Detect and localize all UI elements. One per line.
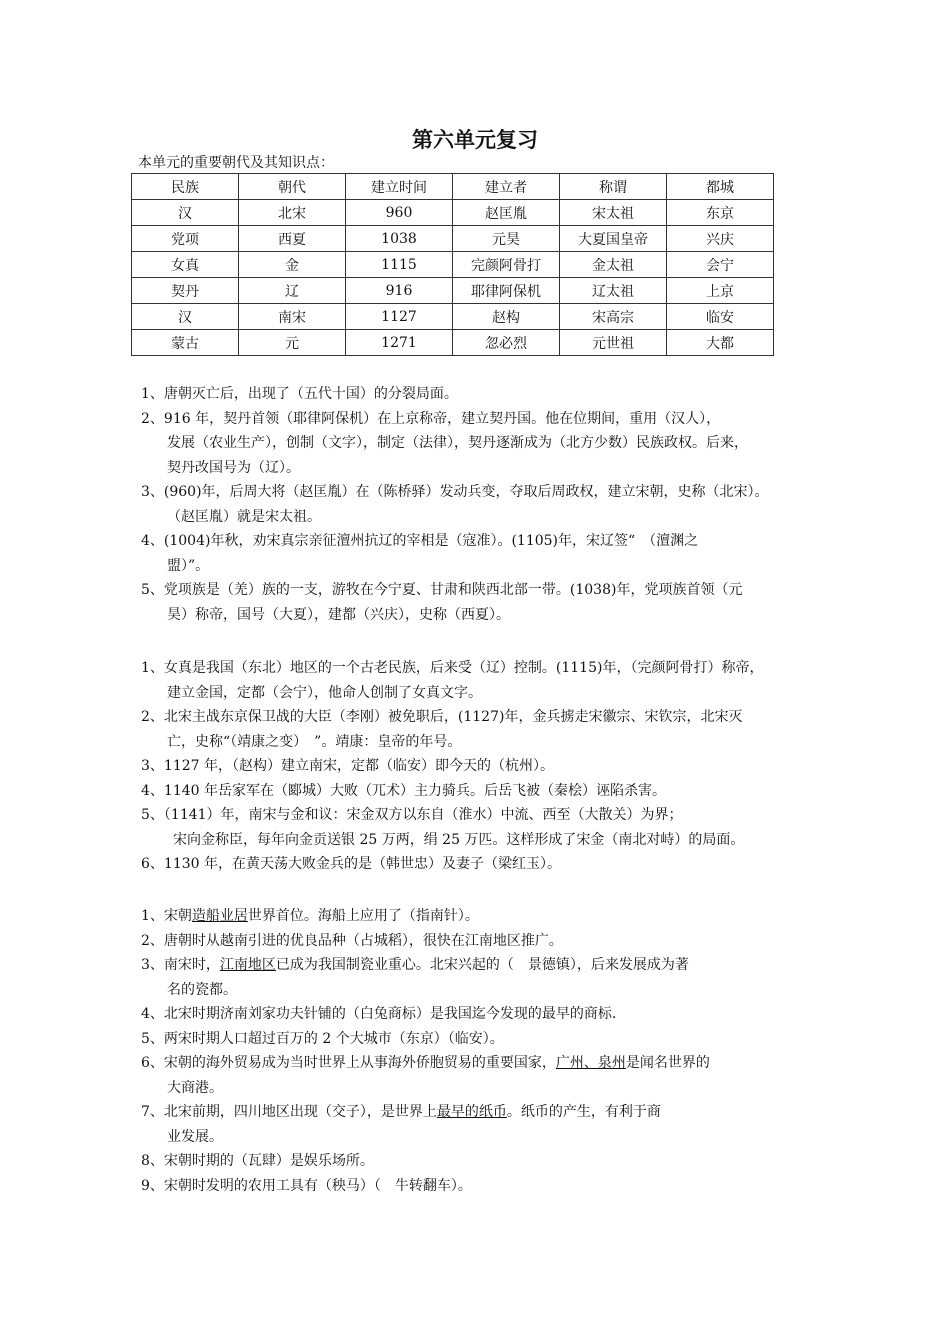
item-line: 盟）”。: [167, 557, 210, 574]
list-item: [141, 578, 821, 627]
page-title: 第六单元复习: [412, 128, 538, 152]
underlined-text: 广州、泉州: [555, 1055, 626, 1071]
list-item: [141, 1100, 821, 1149]
item-line: 名的瓷都。: [167, 981, 237, 998]
table-cell: 960: [346, 200, 453, 226]
underlined-text: 造船业居: [191, 908, 248, 924]
table-cell: 临安: [667, 304, 774, 330]
review-section-3: [141, 904, 821, 1198]
item-line: 8、宋朝时期的（瓦肆）是娱乐场所。: [141, 1153, 374, 1169]
item-line: 昊）称帝，国号（大夏），建都（兴庆），史称（西夏）。: [167, 606, 510, 623]
item-line: [141, 904, 821, 929]
item-line: 宋向金称臣，每年向金贡送银 25 万两，绢 25 万匹。这样形成了宋金（南北对峙）的局面。: [173, 831, 745, 848]
list-item: [141, 1051, 821, 1100]
table-cell: 金: [239, 252, 346, 278]
item-line: 2、北宋主战东京保卫战的大臣（李刚）被免职后，(1127)年，金兵掳走宋徽宗、宋钦宗，北宋灭: [141, 709, 743, 725]
item-text: 1、宋朝: [141, 908, 192, 924]
table-row: [132, 252, 774, 278]
list-item: [141, 929, 821, 954]
item-line: 2、916 年，契丹首领（耶律阿保机）在上京称帝，建立契丹国。他在位期间，重用（汉人），: [141, 410, 721, 427]
item-line: 建立金国，定都（会宁），他命人创制了女真文字。: [167, 684, 482, 701]
item-line: 契丹改国号为（辽）。: [167, 459, 300, 476]
table-cell: 契丹: [132, 278, 239, 304]
table-cell: 宋高宗: [560, 304, 667, 330]
table-cell: 兴庆: [667, 226, 774, 252]
table-cell: 会宁: [667, 252, 774, 278]
table-cell: 金太祖: [560, 252, 667, 278]
table-cell: 西夏: [239, 226, 346, 252]
item-line: 发展（农业生产），创制（文字），制定（法律），契丹逐渐成为（北方少数）民族政权。后来，: [167, 435, 748, 451]
table-cell: 忽必烈: [453, 330, 560, 356]
table-cell: 耶律阿保机: [453, 278, 560, 304]
list-item: [141, 953, 821, 1002]
list-item: [141, 904, 821, 929]
list-item: [141, 1174, 821, 1199]
item-line: 5、两宋时期人口超过百万的 2 个大城市（东京）（临安）。: [141, 1030, 504, 1047]
item-line: 1、唐朝灭亡后，出现了（五代十国）的分裂局面。: [141, 386, 458, 402]
dynasty-table: [131, 173, 774, 356]
underlined-text: 最早的纸币: [436, 1104, 507, 1120]
table-cell: 1127: [346, 304, 453, 330]
table-cell: 女真: [132, 252, 239, 278]
item-line: 3、1127 年，（赵构）建立南宋，定都（临安）即今天的（杭州）。: [141, 758, 554, 774]
list-item: [141, 705, 821, 754]
table-cell: 元昊: [453, 226, 560, 252]
table-row: [132, 330, 774, 356]
item-line: [141, 953, 821, 978]
header-ethnicity: 民族: [132, 174, 239, 200]
table-cell: 东京: [667, 200, 774, 226]
table-cell: 辽: [239, 278, 346, 304]
list-item: [141, 1027, 821, 1052]
table-cell: 赵构: [453, 304, 560, 330]
item-line: 5、（1141）年，南宋与金和议：宋金双方以东自（淮水）中流、西至（大散关）为界；: [141, 807, 683, 823]
header-founded: 建立时间: [346, 174, 453, 200]
item-line: 大商港。: [167, 1079, 223, 1096]
item-line: 1、女真是我国（东北）地区的一个古老民族，后来受（辽）控制。(1115)年，（完颜阿骨打）称帝，: [141, 660, 764, 676]
item-line: 6、1130 年，在黄天荡大败金兵的是（韩世忠）及妻子（梁红玉）。: [141, 856, 561, 872]
table-cell: 大夏国皇帝: [560, 226, 667, 252]
list-item: [141, 754, 821, 779]
list-item: [141, 779, 821, 804]
list-item: [141, 852, 821, 877]
item-line: 9、宋朝时发明的农用工具有（秧马）（ 牛转翻车）。: [141, 1177, 472, 1194]
table-row: [132, 200, 774, 226]
item-text: 已成为我国制瓷业重心。北宋兴起的（ 景德镇），后来发展成为著: [275, 957, 689, 973]
table-cell: 1271: [346, 330, 453, 356]
header-capital: 都城: [667, 174, 774, 200]
table-cell: 北宋: [239, 200, 346, 226]
header-founder: 建立者: [453, 174, 560, 200]
table-cell: 汉: [132, 200, 239, 226]
table-cell: 大都: [667, 330, 774, 356]
list-item: [141, 529, 821, 578]
list-item: [141, 407, 821, 481]
list-item: [141, 1149, 821, 1174]
table-cell: 916: [346, 278, 453, 304]
table-cell: 辽太祖: [560, 278, 667, 304]
table-row: [132, 304, 774, 330]
table-cell: 元: [239, 330, 346, 356]
item-line: 4、(1004)年秋，劝宋真宗亲征澶州抗辽的宰相是（寇准）。(1105)年，宋辽签“ （澶渊之: [141, 533, 699, 549]
table-cell: 赵匡胤: [453, 200, 560, 226]
list-item: [141, 480, 821, 529]
item-line: 4、北宋时期济南刘家功夫针铺的（白兔商标）是我国迄今发现的最早的商标.: [141, 1006, 617, 1022]
table-cell: 完颜阿骨打: [453, 252, 560, 278]
table-header-row: [132, 174, 774, 200]
item-line: （赵匡胤）就是宋太祖。: [167, 508, 321, 525]
table-row: [132, 278, 774, 304]
review-section-2: [141, 656, 821, 877]
item-line: [141, 1051, 821, 1076]
table-cell: 1038: [346, 226, 453, 252]
item-line: 2、唐朝时从越南引进的优良品种（占城稻），很快在江南地区推广。: [141, 932, 563, 949]
item-line: 业发展。: [167, 1128, 223, 1145]
table-cell: 蒙古: [132, 330, 239, 356]
item-text: 6、宋朝的海外贸易成为当时世界上从事海外侨胞贸易的重要国家，: [141, 1055, 556, 1071]
item-line: 5、党项族是（羌）族的一支，游牧在今宁夏、甘肃和陕西北部一带。(1038)年，党项族首领（元: [141, 582, 743, 598]
table-row: [132, 226, 774, 252]
list-item: [141, 1002, 821, 1027]
table-cell: 汉: [132, 304, 239, 330]
item-line: [141, 1100, 821, 1125]
item-line: 4、1140 年岳家军在（郾城）大败（兀术）主力骑兵。后岳飞被（秦桧）诬陷杀害。: [141, 782, 666, 799]
underlined-text: 江南地区: [219, 957, 276, 973]
list-item: [141, 803, 821, 852]
table-cell: 党项: [132, 226, 239, 252]
table-cell: 南宋: [239, 304, 346, 330]
review-section-1: [141, 382, 821, 627]
item-line: 亡，史称“（靖康之变） ”。靖康：皇帝的年号。: [167, 733, 462, 750]
table-cell: 宋太祖: [560, 200, 667, 226]
item-text: 。纸币的产生，有利于商: [506, 1104, 661, 1120]
list-item: [141, 656, 821, 705]
item-line: 3、(960)年，后周大将（赵匡胤）在（陈桥驿）发动兵变，夺取后周政权，建立宋朝，史称（北宋）。: [141, 484, 769, 500]
item-text: 世界首位。海船上应用了（指南针）。: [247, 908, 479, 924]
table-cell: 1115: [346, 252, 453, 278]
item-text: 3、南宋时，: [141, 957, 220, 973]
table-cell: 上京: [667, 278, 774, 304]
item-text: 7、北宋前期，四川地区出现（交子），是世界上: [141, 1104, 437, 1120]
item-text: 是闻名世界的: [625, 1055, 710, 1071]
header-title: 称谓: [560, 174, 667, 200]
header-dynasty: 朝代: [239, 174, 346, 200]
list-item: [141, 382, 821, 407]
table-caption: 本单元的重要朝代及其知识点：: [138, 155, 334, 171]
table-cell: 元世祖: [560, 330, 667, 356]
